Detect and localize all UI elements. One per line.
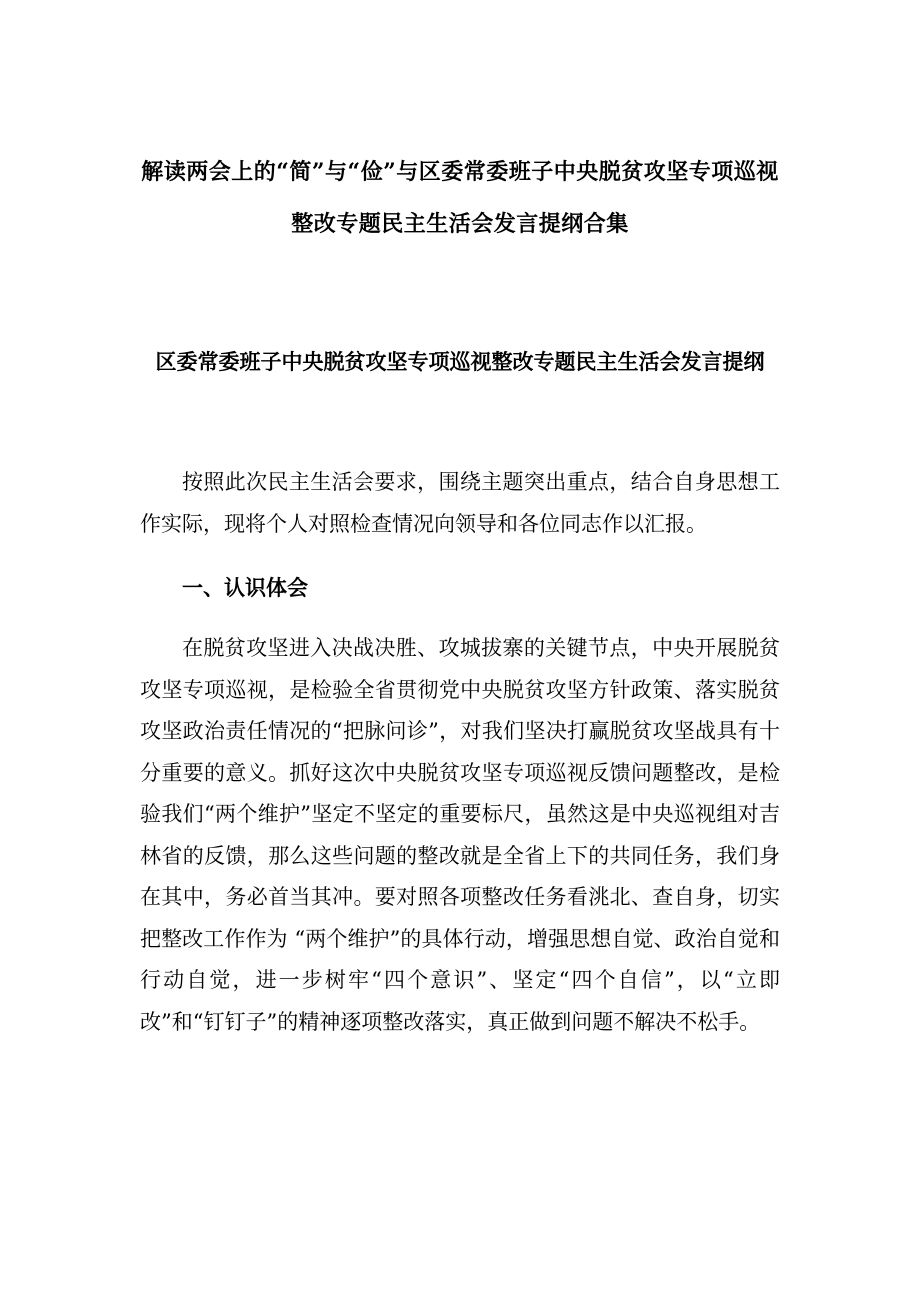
body-paragraph: 在脱贫攻坚进入决战决胜、攻城拔寨的关键节点，中央开展脱贫攻坚专项巡视，是检验全省贯彻党中央脱贫攻坚方针政策、落实脱贫攻坚政治责任情况的“把脉问诊”，对我们坚决打赢脱贫攻坚战具有十分重要的意义。抓好这次中央脱贫攻坚专项巡视反馈问题整改，是检验我们“两个维护”坚定不坚定的重要标尺，虽然这是中央巡视组对吉林省的反馈，那么这些问题的整改就是全省上下的共同任务，我们身在其中，务必首当其冲。要对照各项整改任务看洮北、查自身，切实把整改工作作为 “两个维护”的具体行动，增强思想自觉、政治自觉和行动自觉，进一步树牢“四个意识”、坚定“四个自信”，以“立即改”和“钉钉子”的精神逐项整改落实，真正做到问题不解决不松手。 <box>140 636 780 1034</box>
section-title: 区委常委班子中央脱贫攻坚专项巡视整改专题民主生活会发言提纲 <box>155 349 765 374</box>
document-title-line-1: 解读两会上的“简”与“俭”与区委常委班子中央脱贫攻坚专项巡视 <box>141 159 779 185</box>
document-title-line-2: 整改专题民主生活会发言提纲合集 <box>291 211 629 237</box>
heading-understanding: 一、认识体会 <box>182 575 308 600</box>
intro-paragraph: 按照此次民主生活会要求，围绕主题突出重点，结合自身思想工作实际，现将个人对照检查情况向领导和各位同志作以汇报。 <box>140 470 780 536</box>
document-title <box>130 146 790 250</box>
